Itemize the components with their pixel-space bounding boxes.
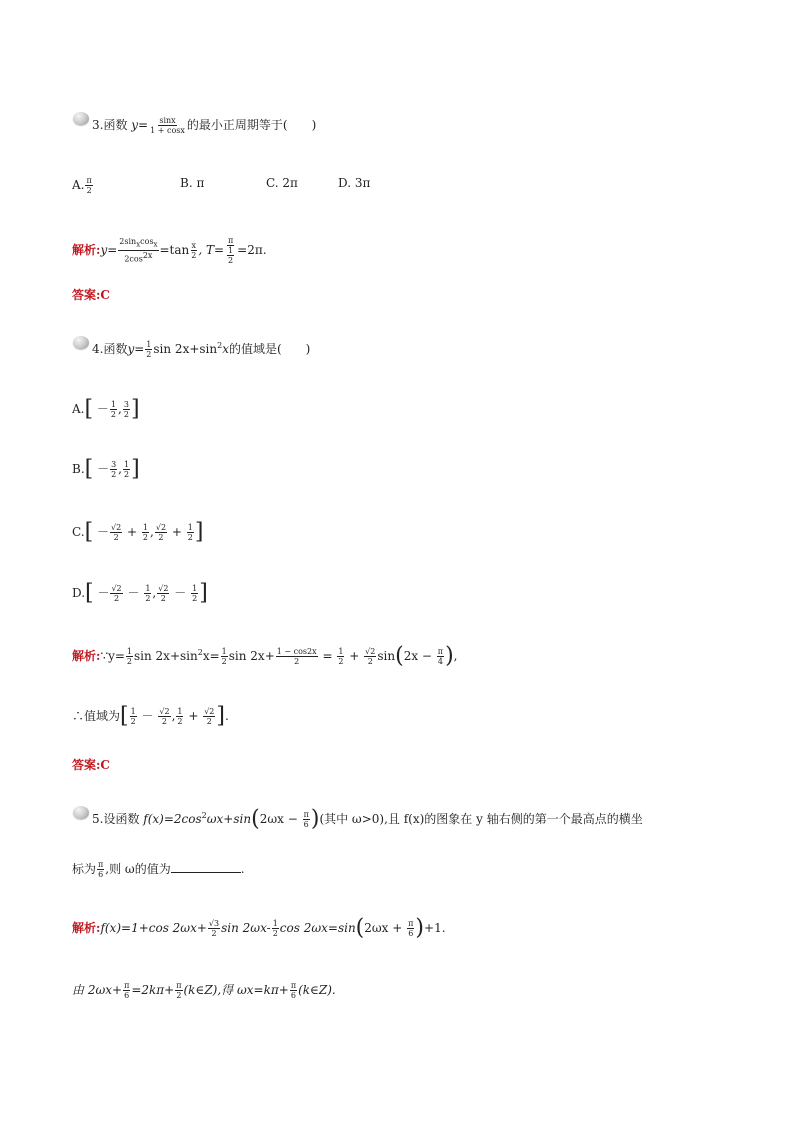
q5-last-frac1-den: 6: [124, 991, 130, 1000]
q4-a-frac1-num: 1: [110, 400, 117, 409]
q5-last-frac1: [123, 981, 130, 1000]
q4-analysis-p1: sin 2x+sin: [134, 649, 198, 663]
q4-analysis-eq: =: [322, 649, 333, 663]
q5-analysis-label: 解析:: [72, 921, 101, 935]
q5-stem-pi6-num: π: [303, 810, 309, 819]
q5-line2-frac-num: π: [98, 860, 104, 869]
q4-analysis-half2: [221, 647, 228, 666]
q4-range-comma: ,: [171, 709, 176, 723]
q4-stem-before: 4.函数: [92, 342, 128, 356]
q4-b-minus: －: [97, 462, 110, 476]
q4-range-frac2: [158, 707, 170, 726]
q4-analysis: [72, 643, 458, 669]
q4-option-c-close-bracket: ]: [194, 519, 204, 545]
q4-b-frac1-num: 3: [111, 460, 117, 469]
q4-a-frac1-den: 2: [110, 410, 117, 419]
q4-c-plus1: +: [127, 525, 138, 539]
q4-analysis-half1-num: 1: [126, 647, 132, 656]
q3-analysis-half-num: x: [191, 241, 197, 250]
q5-last-frac2-den: 2: [176, 991, 182, 1000]
q4-range-frac4-num: √2: [204, 707, 215, 716]
q4-b-frac1: [110, 460, 117, 479]
q4-analysis-root-num: √2: [365, 647, 376, 656]
q4-d-comma: ,: [152, 586, 157, 600]
q5-stem-pi6-den: 6: [303, 820, 309, 829]
q5-analysis-pi6-num: π: [408, 919, 414, 928]
q5-stem-inner: 2ωx −: [259, 812, 298, 826]
q4-option-a-label: A.: [72, 402, 85, 416]
q3-analysis-num-b: cos: [140, 237, 154, 247]
q4-analysis-paren: 2x −: [403, 649, 432, 663]
q5-stem-line2b: ,则 ω的值为: [105, 862, 171, 876]
q4-stem-sup: 2: [217, 341, 223, 350]
q3-analysis-num: [118, 237, 158, 251]
q4-d-frac4-den: 2: [192, 594, 198, 603]
q5-analysis-half-den: 2: [272, 929, 278, 938]
q4-d-frac3: [157, 584, 169, 603]
q3-option-a-den: 2: [86, 186, 92, 195]
q4-analysis-half1-den: 2: [126, 657, 132, 666]
question-4-bullet-icon: [73, 336, 89, 349]
q5-line2-frac-den: 6: [98, 870, 104, 879]
q3-analysis-half-den: 2: [191, 251, 197, 260]
q5-last-frac3-den: 6: [290, 991, 296, 1000]
q4-a-frac2-num: 3: [123, 400, 129, 409]
q4-range-frac3-den: 2: [177, 717, 183, 726]
q4-range-open-bracket: [: [120, 703, 129, 729]
q3-answer: [72, 289, 110, 301]
q4-analysis-close-paren: ): [445, 643, 454, 669]
q4-c-comma: ,: [150, 525, 154, 539]
q3-stem-after: 的最小正周期等于( ): [186, 118, 317, 132]
q3-option-a-fraction: [85, 176, 92, 195]
question-5-stem-line2: [72, 860, 245, 879]
q3-inner-num: 1: [228, 246, 234, 255]
q5-analysis-half: [272, 919, 279, 938]
q4-analysis-p3: sin 2x+: [228, 649, 275, 663]
q5-analysis-pi6-den: 6: [408, 929, 414, 938]
q4-option-a-close-bracket: ]: [130, 396, 140, 422]
q4-analysis-half3: [337, 647, 344, 666]
q5-analysis-root3-den: 2: [211, 929, 217, 938]
question-3-stem: [92, 116, 316, 135]
q4-c-frac1-num: √2: [111, 523, 122, 532]
q4-option-d-open-bracket: [: [85, 580, 94, 606]
q4-analysis-pi4-den: 4: [437, 657, 443, 666]
q4-range-plus: +: [188, 709, 199, 723]
q5-analysis-end: +1.: [424, 921, 446, 935]
q3-frac-den: 1 + cosx: [150, 126, 185, 135]
q4-option-b: [72, 456, 140, 482]
q4-analysis-sin: sin: [377, 649, 396, 663]
q5-stem-after: (其中 ω>0),且 f(x)的图象在 y 轴右侧的第一个最高点的横坐: [319, 812, 643, 826]
q4-d-frac3-num: √2: [158, 584, 169, 593]
q4-stem-x: x: [222, 342, 229, 356]
q4-c-frac4: [187, 523, 194, 542]
q4-option-c-label: C.: [72, 525, 85, 539]
q3-analysis-half: [190, 241, 197, 260]
q4-analysis-plus: +: [349, 649, 360, 663]
q3-analysis-tan: =tan: [159, 243, 190, 257]
q4-analysis-cos-den: 2: [294, 657, 300, 666]
q4-option-c-open-bracket: [: [84, 519, 94, 545]
q4-analysis-half1: [126, 647, 133, 666]
q5-analysis-root3-num: √3: [208, 919, 220, 928]
q4-option-c: [72, 519, 204, 545]
q4-stem-y: y=: [127, 342, 145, 356]
q5-stem-pi6: [303, 810, 310, 829]
q4-d-minus2: －: [127, 586, 140, 600]
q4-analysis-cos-frac: [276, 647, 318, 666]
q3-option-b: B. π: [180, 176, 205, 190]
q3-frac-num: sinx: [159, 116, 176, 125]
q4-c-frac1: [110, 523, 122, 542]
question-3-bullet-icon: [73, 112, 89, 125]
q5-analysis-pi6: [407, 919, 414, 938]
q3-analysis-sub2: x: [153, 240, 158, 249]
q4-range-frac3: [176, 707, 183, 726]
q5-stem-line2c: .: [240, 862, 245, 876]
q3-option-a-num: π: [86, 176, 92, 185]
q4-d-frac4-num: 1: [192, 584, 198, 593]
q4-c-frac3-den: 2: [158, 533, 164, 542]
question-5-bullet-icon: [73, 806, 89, 819]
q5-stem-f: f(x)=2cos: [143, 812, 202, 826]
q3-answer-text: 答案:C: [72, 288, 110, 302]
q3-analysis: [72, 236, 267, 265]
q3-analysis-den-sup: 2x: [142, 250, 153, 260]
q5-last-a: 由 2ωx+: [72, 983, 123, 997]
q3-analysis-period-num: π: [227, 236, 234, 245]
q4-b-frac2: [123, 460, 130, 479]
q3-stem-before: 3.函数: [92, 118, 128, 132]
q4-a-minus: －: [96, 402, 109, 416]
q3-analysis-period-inner: [227, 246, 234, 265]
q5-stem-line2-frac: [97, 860, 104, 879]
q4-d-frac2: [144, 584, 151, 603]
q4-d-minus3: －: [174, 586, 187, 600]
q4-analysis-half3-num: 1: [338, 647, 344, 656]
q3-analysis-den: [123, 251, 153, 264]
q4-option-b-open-bracket: [: [84, 456, 94, 482]
q4-range-minus: －: [141, 709, 154, 723]
q3-analysis-num-a: 2sin: [119, 237, 137, 247]
q3-analysis-period-frac: [225, 236, 236, 265]
q4-range-close-bracket: ]: [216, 703, 225, 729]
q4-range-frac1-num: 1: [130, 707, 136, 716]
q4-analysis-half2-num: 1: [221, 647, 227, 656]
q4-d-frac1: [110, 584, 122, 603]
q5-last-b: =2kπ+: [131, 983, 175, 997]
q4-range-frac4-den: 2: [206, 717, 212, 726]
q4-range-frac4: [203, 707, 215, 726]
q5-stem-open-paren: (: [251, 806, 260, 832]
q4-range-frac2-den: 2: [161, 717, 168, 726]
q4-stem-after: 的值域是( ): [229, 342, 311, 356]
q4-analysis-cos-num: 1 − cos2x: [276, 647, 317, 656]
q3-stem-y: y=: [131, 118, 149, 132]
q5-last-frac2: [175, 981, 182, 1000]
q4-analysis-half3-den: 2: [338, 657, 344, 666]
q3-analysis-sub1: x: [136, 240, 141, 249]
q4-range-label: ∴值域为: [72, 709, 121, 723]
q5-analysis-c: cos 2ωx=sin: [279, 921, 356, 935]
q4-b-frac2-den: 2: [124, 470, 130, 479]
q4-c-frac2-den: 2: [142, 533, 149, 542]
q4-range: [72, 703, 229, 729]
q4-option-b-label: B.: [72, 462, 85, 476]
q4-analysis-p2: x=: [202, 649, 220, 663]
q3-analysis-T: , T=: [198, 243, 225, 257]
q4-option-b-close-bracket: ]: [131, 456, 140, 482]
q4-d-frac1-den: 2: [114, 594, 120, 603]
q4-analysis-end: ,: [453, 649, 458, 663]
q4-c-minus1: －: [97, 525, 110, 539]
q3-analysis-fraction: [118, 237, 158, 263]
q4-option-d: [72, 580, 208, 606]
q4-d-frac2-num: 1: [145, 584, 151, 593]
q4-range-frac1: [130, 707, 137, 726]
q4-option-d-label: D.: [72, 586, 86, 600]
q5-last-c: (k∈Z),得 ωx=kπ+: [183, 983, 289, 997]
q4-d-frac1-num: √2: [111, 584, 122, 593]
q4-range-end: .: [224, 709, 229, 723]
q5-answer-blank[interactable]: [171, 862, 241, 873]
q5-analysis-root3: [208, 919, 220, 938]
q4-d-frac3-den: 2: [160, 594, 166, 603]
q3-option-c: C. 2π: [266, 176, 298, 190]
q5-analysis-close-paren: ): [415, 915, 425, 941]
q5-last-frac1-num: π: [124, 981, 130, 990]
q4-analysis-root-frac: [364, 647, 376, 666]
q5-analysis-inner: 2ωx +: [364, 921, 403, 935]
q4-b-frac1-den: 2: [111, 470, 117, 479]
q3-analysis-period-den: [225, 246, 236, 265]
q4-stem-half-den: 2: [146, 350, 152, 359]
q3-analysis-den-a: 2cos: [124, 254, 143, 264]
q4-b-comma: ,: [118, 462, 122, 476]
q4-range-frac2-num: √2: [159, 707, 170, 716]
q4-c-frac4-den: 2: [187, 533, 193, 542]
q4-c-frac4-num: 1: [187, 523, 193, 532]
q4-d-frac4: [191, 584, 198, 603]
q4-option-a: [72, 396, 140, 422]
q4-range-frac1-den: 2: [130, 717, 136, 726]
q5-last-frac2-num: π: [176, 981, 182, 990]
q4-answer-text: 答案:C: [72, 758, 110, 772]
q3-analysis-y: y=: [100, 243, 118, 257]
q5-stem-line2a: 标为: [72, 862, 97, 876]
q5-last-frac3: [290, 981, 297, 1000]
q4-c-plus2: +: [171, 525, 182, 539]
q4-a-frac1: [110, 400, 117, 419]
question-5-stem-line1: [92, 806, 643, 832]
q4-stem-mid: sin 2x+sin: [153, 342, 218, 356]
q4-range-frac3-num: 1: [177, 707, 183, 716]
q3-stem-fraction: [149, 116, 186, 135]
q4-analysis-label: 解析:: [72, 649, 101, 663]
q4-c-frac1-den: 2: [113, 533, 119, 542]
q4-a-frac2-den: 2: [123, 410, 129, 419]
q4-answer: [72, 759, 110, 771]
q4-analysis-pi4: [437, 647, 444, 666]
q5-derivation: [72, 981, 336, 1000]
q4-c-frac3-num: √2: [155, 523, 167, 532]
q4-analysis-open-paren: (: [395, 643, 404, 669]
q3-analysis-label: 解析:: [72, 243, 101, 257]
q3-option-a: [72, 176, 94, 195]
q5-last-frac3-num: π: [290, 981, 297, 990]
q4-a-frac2: [123, 400, 130, 419]
q5-analysis-b: sin 2ωx-: [221, 921, 271, 935]
q4-d-minus1: －: [97, 586, 110, 600]
q4-analysis-root-den: 2: [367, 657, 373, 666]
q4-stem-half-num: 1: [146, 340, 152, 349]
q5-last-d: (k∈Z).: [298, 983, 336, 997]
q3-option-a-label: A.: [72, 178, 85, 192]
q5-analysis: [72, 915, 446, 941]
q5-stem-sup: 2: [201, 811, 207, 820]
q5-stem-close-paren: ): [310, 806, 320, 832]
q4-c-frac2-num: 1: [142, 523, 149, 532]
q4-option-a-open-bracket: [: [84, 396, 94, 422]
q4-a-comma: ,: [118, 402, 122, 416]
q5-analysis-open-paren: (: [355, 915, 365, 941]
q4-stem-half: [145, 340, 152, 359]
q3-analysis-result: =2π.: [237, 243, 267, 257]
q4-analysis-half2-den: 2: [221, 657, 227, 666]
q4-d-frac2-den: 2: [145, 594, 151, 603]
q4-analysis-because: ∵y=: [100, 649, 125, 663]
q4-option-d-close-bracket: ]: [199, 580, 208, 606]
q4-b-frac2-num: 1: [124, 460, 130, 469]
q5-analysis-half-num: 1: [272, 919, 278, 928]
q3-option-d: D. 3π: [338, 176, 371, 190]
q5-stem-before: 5.设函数: [92, 812, 140, 826]
q3-inner-den: 2: [228, 256, 234, 265]
q5-analysis-a: f(x)=1+cos 2ωx+: [100, 921, 207, 935]
q4-analysis-sup: 2: [197, 648, 203, 657]
q4-analysis-pi4-num: π: [437, 647, 444, 656]
question-4-stem: [92, 340, 310, 359]
q4-c-frac2: [142, 523, 149, 542]
q5-stem-mid: ωx+sin: [206, 812, 252, 826]
q4-c-frac3: [155, 523, 167, 542]
